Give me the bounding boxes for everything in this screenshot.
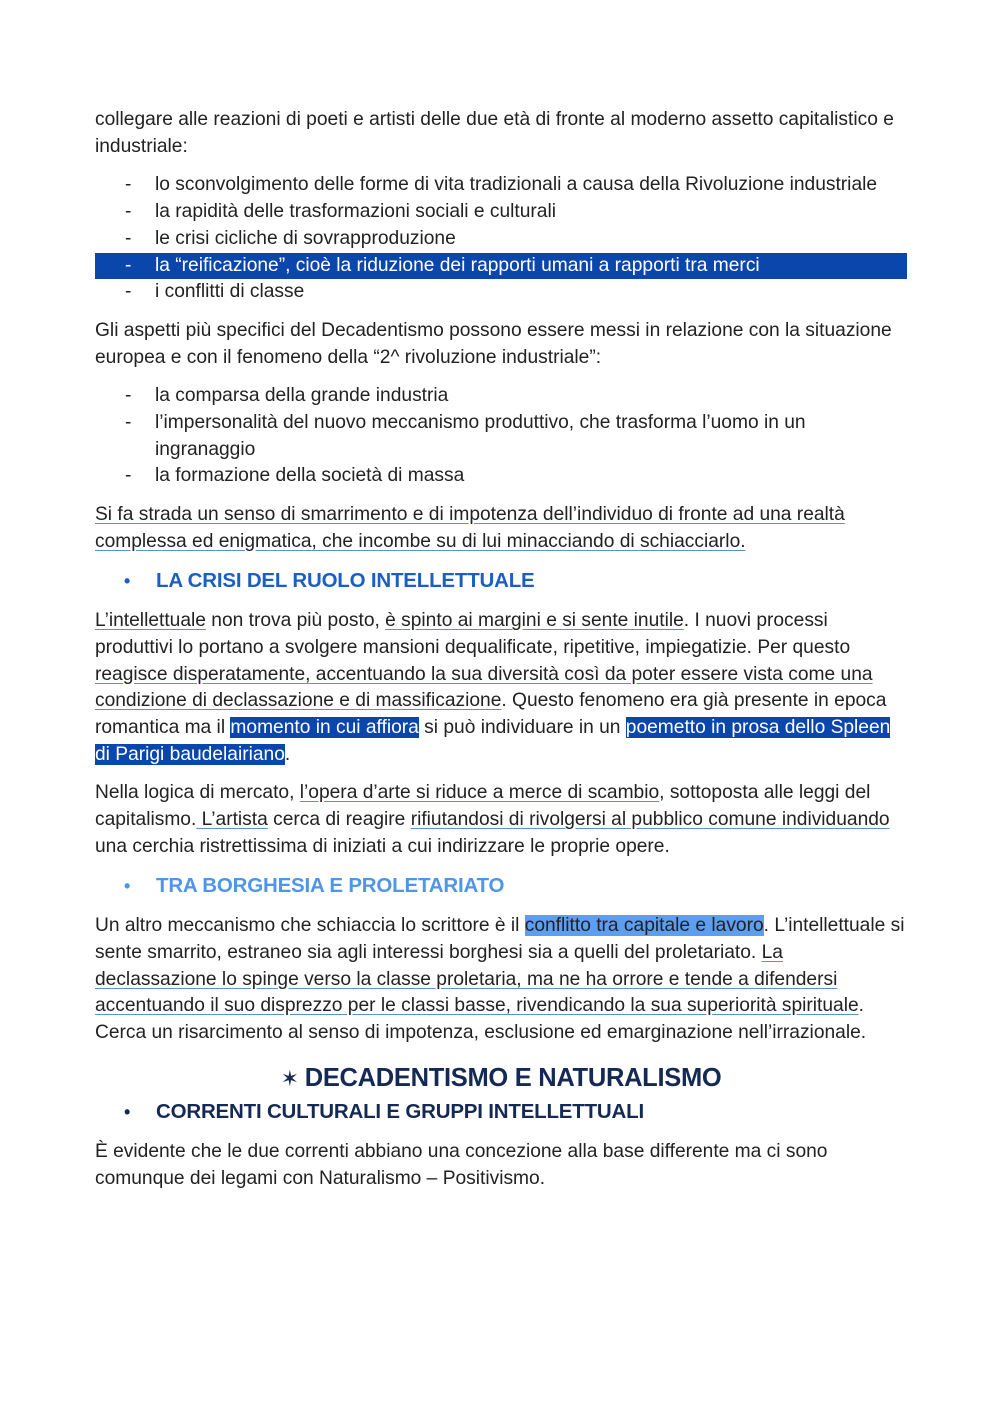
highlighted-text: momento in cui affiora — [230, 717, 419, 739]
decadentism-aspects-paragraph: Gli aspetti più specifici del Decadentismo possono essere messi in relazione con la situazione europea e con il fenomeno della “2^ rivoluzione industriale”: — [95, 319, 892, 368]
dash-marker: - — [125, 465, 132, 487]
dash-marker: - — [125, 174, 132, 196]
dash-marker: - — [125, 254, 132, 276]
list-item-highlighted: - la “reificazione”, cioè la riduzione dei rapporti umani a rapporti tra merci — [95, 253, 907, 280]
list-item: - la formazione della società di massa — [95, 463, 907, 490]
star-icon: ✶ — [280, 1065, 299, 1091]
section-heading-cultural-currents: • CORRENTI CULTURALI E GRUPPI INTELLETTUALI — [95, 1099, 907, 1126]
bullet-icon: • — [124, 1101, 131, 1122]
document-body — [95, 107, 907, 1205]
intro-paragraph: collegare alle reazioni di poeti e artisti delle due età di fronte al moderno assetto capitalistico e industriale: — [95, 109, 894, 157]
list-item: - lo sconvolgimento delle forme di vita tradizionali a causa della Rivoluzione industriale — [95, 172, 907, 199]
currents-paragraph: È evidente che le due correnti abbiano una concezione alla base differente ma ci sono comunque dei legami con Naturalismo – Positivismo. — [95, 1141, 828, 1189]
list-item: - i conflitti di classe — [95, 279, 907, 306]
intellectual-crisis-paragraph: L’intellettuale non trova più posto, è spinto ai margini e si sente inutile. I nuovi processi produttivi lo portano a svolgere mansioni dequalificate, ripetitive, impiegatizie. Per questo reagisce disperatamente, accentuando la sua diversità così da poter essere vista come una condizione di declassazione e di massificazione. Questo fenomeno era già presente in epoca romantica ma il momento in cui affiora si può individuare in un poemetto in prosa dello Spleen di Parigi baudelairiano. — [95, 610, 891, 765]
dash-marker: - — [125, 281, 132, 303]
underlined-paragraph: Si fa strada un senso di smarrimento e di impotenza dell’individuo di fronte ad una realtà complessa ed enigmatica, che incombe su di lui minacciando di schiacciarlo. — [95, 504, 845, 552]
class-conflict-paragraph: Un altro meccanismo che schiaccia lo scrittore è il conflitto tra capitale e lavoro. L’intellettuale si sente smarrito, estraneo sia agli interessi borghesi sia a quelli del proletariato. La declassazione lo spinge verso la classe proletaria, ma ne ha orrore e tende a difendersi accentuando il suo disprezzo per le classi basse, rivendicando la sua superiorità spirituale. Cerca un risarcimento al senso di impotenza, esclusione ed emarginazione nell’irrazionale. — [95, 915, 905, 1044]
dash-marker: - — [125, 412, 132, 434]
highlighted-text: conflitto tra capitale e lavoro — [524, 915, 764, 937]
list-item: - l’impersonalità del nuovo meccanismo produttivo, che trasforma l’uomo in un ingranaggio — [125, 412, 806, 460]
highlighted-text: poemetto in prosa dello Spleen di Parigi baudelairiano — [95, 717, 891, 765]
section-heading-intellectual-crisis: • LA CRISI DEL RUOLO INTELLETTUALE — [95, 568, 907, 595]
bullet-list-aspects — [95, 383, 907, 490]
bullet-icon: • — [124, 570, 131, 591]
list-item: - le crisi cicliche di sovrapproduzione — [95, 226, 907, 253]
bullet-icon: • — [124, 875, 131, 896]
chapter-heading: ✶ DECADENTISMO E NATURALISMO — [280, 1063, 722, 1092]
dash-marker: - — [125, 201, 132, 223]
section-heading-bourgeoisie-proletariat: • TRA BORGHESIA E PROLETARIATO — [95, 873, 907, 900]
market-logic-paragraph: Nella logica di mercato, l’opera d’arte si riduce a merce di scambio, sottoposta alle leggi del capitalismo. L’artista cerca di reagire rifiutandosi di rivolgersi al pubblico comune individuando una cerchia ristrettissima di iniziati a cui indirizzare le proprie opere. — [95, 782, 890, 857]
list-item: - la rapidità delle trasformazioni sociali e culturali — [95, 199, 907, 226]
dash-marker: - — [125, 227, 132, 249]
bullet-list-causes — [95, 172, 907, 306]
list-item: - la comparsa della grande industria — [95, 383, 907, 410]
dash-marker: - — [125, 385, 132, 407]
